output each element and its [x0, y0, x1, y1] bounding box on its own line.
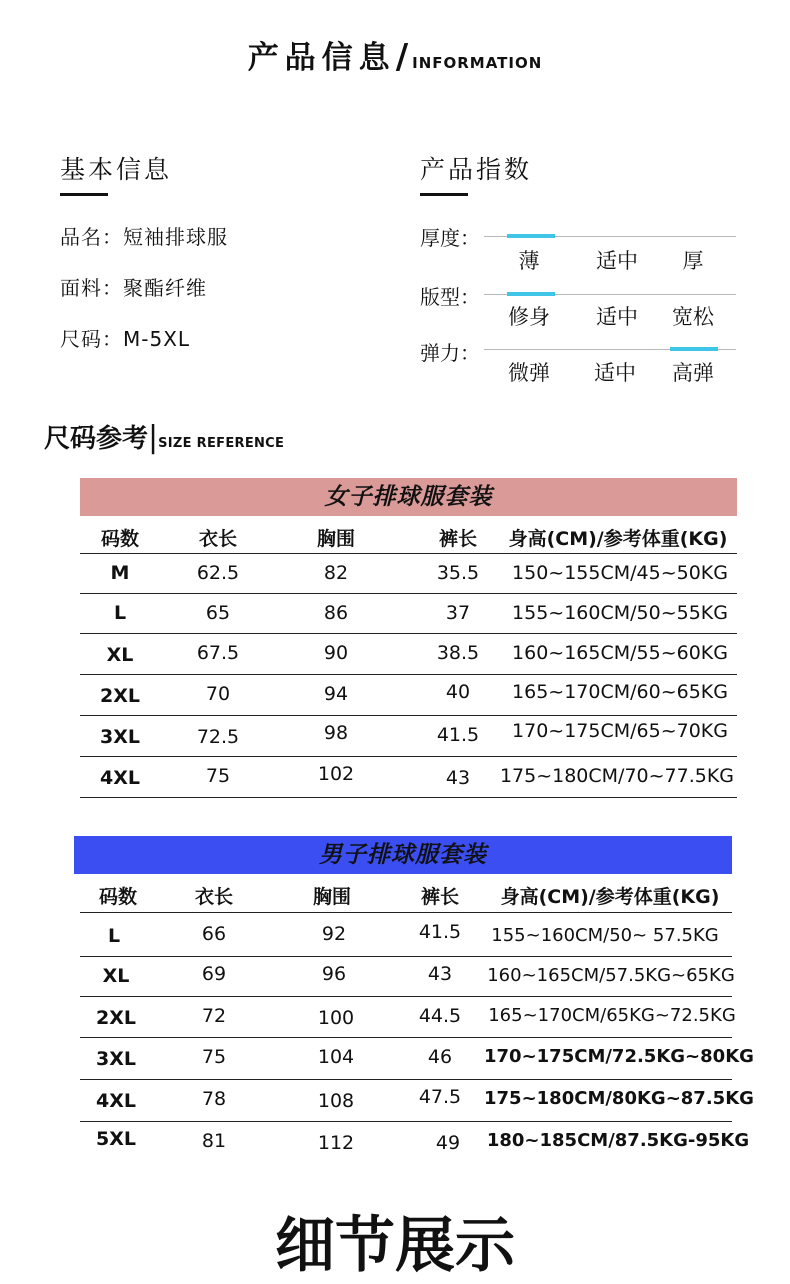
product-index-heading: 产品指数 — [420, 155, 533, 184]
size-reference-title — [44, 418, 284, 455]
basic-info-heading: 基本信息 — [60, 155, 173, 184]
cell-height-weight: 150~155CM/45~50KG — [512, 562, 728, 584]
cell-pants: 44.5 — [418, 1005, 462, 1027]
cell-height-weight: 180~185CM/87.5KG-95KG — [486, 1130, 750, 1151]
index-option: 适中 — [596, 249, 638, 273]
table-divider — [80, 797, 737, 798]
cell-length: 69 — [201, 963, 227, 985]
cell-height-weight: 170~175CM/65~70KG — [512, 720, 728, 742]
table-row — [74, 957, 735, 997]
cell-pants: 40 — [445, 681, 471, 703]
index-label-fit: 版型： — [420, 285, 480, 309]
cell-chest: 98 — [323, 722, 349, 744]
product-index-underline — [420, 193, 468, 196]
cell-height-weight: 165~170CM/60~65KG — [512, 681, 728, 703]
index-option: 高弹 — [672, 361, 714, 385]
title-slash: / — [395, 37, 409, 77]
col-header: 身高(CM)/参考体重(KG) — [508, 528, 728, 550]
col-header: 码数 — [100, 528, 139, 550]
cell-size: M — [110, 562, 130, 584]
cell-size: L — [107, 925, 121, 947]
info-value: 短袖排球服 — [123, 225, 228, 249]
info-label: 面料： — [60, 276, 123, 300]
cell-length: 66 — [201, 923, 227, 945]
table-row — [74, 913, 732, 957]
table-row — [74, 997, 736, 1038]
cell-chest: 96 — [321, 963, 347, 985]
index-option: 厚 — [682, 249, 704, 273]
cell-chest: 92 — [321, 923, 347, 945]
cell-chest: 82 — [323, 562, 349, 584]
index-option: 适中 — [596, 305, 638, 329]
cell-chest: 104 — [317, 1046, 355, 1068]
cell-length: 78 — [201, 1088, 227, 1110]
info-value: 聚酯纤维 — [123, 276, 207, 300]
size-reference-en: SIZE REFERENCE — [158, 436, 285, 451]
col-header: 胸围 — [312, 886, 351, 908]
info-label: 品名： — [60, 225, 123, 249]
col-header: 裤长 — [438, 528, 477, 550]
cell-length: 62.5 — [196, 562, 240, 584]
page-title — [0, 32, 790, 77]
index-label-thickness: 厚度： — [420, 226, 480, 250]
cell-chest: 100 — [317, 1007, 355, 1029]
cell-size: 3XL — [100, 726, 140, 748]
size-reference-cn: 尺码参考 — [44, 424, 149, 454]
index-option: 薄 — [518, 249, 540, 273]
index-option: 修身 — [508, 305, 550, 329]
cell-height-weight: 170~175CM/72.5KG~80KG — [484, 1046, 754, 1067]
cell-length: 75 — [205, 765, 231, 787]
cell-size: 2XL — [96, 1007, 136, 1029]
col-header: 胸围 — [316, 528, 355, 550]
basic-info-underline — [60, 193, 108, 196]
cell-size: 2XL — [100, 685, 140, 707]
cell-chest: 102 — [317, 763, 355, 785]
table-row — [74, 1122, 750, 1164]
cell-pants: 47.5 — [418, 1086, 462, 1108]
cell-chest: 108 — [317, 1090, 355, 1112]
col-header: 身高(CM)/参考体重(KG) — [500, 886, 720, 908]
cell-pants: 35.5 — [436, 562, 480, 584]
cell-length: 65 — [205, 602, 231, 624]
table-row — [80, 716, 737, 757]
col-header: 裤长 — [420, 886, 459, 908]
table-row — [80, 675, 737, 716]
info-label: 尺码： — [60, 327, 123, 351]
cell-height-weight: 155~160CM/50~55KG — [512, 602, 728, 624]
men-size-table — [74, 874, 754, 1164]
cell-length: 75 — [201, 1046, 227, 1068]
info-row-size — [60, 323, 190, 352]
cell-length: 72.5 — [196, 726, 240, 748]
cell-length: 70 — [205, 683, 231, 705]
index-option: 微弹 — [508, 361, 550, 385]
cell-chest: 86 — [323, 602, 349, 624]
cell-size: 3XL — [96, 1048, 136, 1070]
cell-height-weight: 155~160CM/50~ 57.5KG — [491, 925, 719, 946]
cell-size: XL — [106, 644, 134, 666]
cell-chest: 112 — [317, 1132, 355, 1154]
men-table-banner: 男子排球服套装 — [74, 836, 732, 874]
cell-chest: 94 — [323, 683, 349, 705]
index-marker-fit — [507, 292, 555, 296]
info-row-fabric — [60, 272, 207, 301]
cell-chest: 90 — [323, 642, 349, 664]
next-section-heading: 细节展示 — [275, 1211, 515, 1281]
size-reference-bar: | — [148, 420, 159, 455]
page-title-cn: 产品信息 — [247, 40, 396, 76]
index-marker-thickness — [507, 234, 555, 238]
cell-size: 4XL — [96, 1090, 136, 1112]
cell-height-weight: 165~170CM/65KG~72.5KG — [488, 1005, 736, 1026]
cell-length: 81 — [201, 1130, 227, 1152]
page-title-en: INFORMATION — [412, 54, 543, 72]
index-marker-elasticity — [670, 347, 718, 351]
table-row — [80, 594, 737, 634]
cell-pants: 41.5 — [418, 921, 462, 943]
cell-size: 4XL — [100, 767, 140, 789]
col-header: 码数 — [98, 886, 137, 908]
cell-pants: 41.5 — [436, 724, 480, 746]
cell-pants: 37 — [445, 602, 471, 624]
cell-height-weight: 175~180CM/70~77.5KG — [499, 765, 735, 787]
cell-size: XL — [102, 965, 130, 987]
cell-pants: 43 — [427, 963, 453, 985]
cell-size: 5XL — [96, 1128, 136, 1150]
cell-height-weight: 160~165CM/57.5KG~65KG — [487, 965, 735, 986]
table-row — [74, 1080, 754, 1122]
index-label-elasticity: 弹力： — [420, 341, 480, 365]
cell-pants: 46 — [427, 1046, 453, 1068]
women-table-banner: 女子排球服套装 — [80, 478, 737, 516]
info-value: M-5XL — [123, 327, 191, 351]
cell-pants: 43 — [445, 767, 471, 789]
cell-length: 67.5 — [196, 642, 240, 664]
cell-size: L — [113, 602, 127, 624]
index-option: 宽松 — [672, 305, 714, 329]
table-row — [80, 634, 737, 675]
cell-height-weight: 160~165CM/55~60KG — [512, 642, 728, 664]
cell-height-weight: 175~180CM/80KG~87.5KG — [484, 1088, 754, 1109]
table-row — [80, 757, 737, 798]
women-size-table — [80, 516, 737, 798]
cell-pants: 38.5 — [436, 642, 480, 664]
cell-length: 72 — [201, 1005, 227, 1027]
table-row — [74, 1038, 754, 1080]
info-row-name — [60, 221, 228, 250]
index-option: 适中 — [594, 361, 636, 385]
table-row — [80, 554, 737, 594]
col-header: 衣长 — [198, 528, 237, 550]
col-header: 衣长 — [194, 886, 233, 908]
cell-pants: 49 — [435, 1132, 461, 1154]
